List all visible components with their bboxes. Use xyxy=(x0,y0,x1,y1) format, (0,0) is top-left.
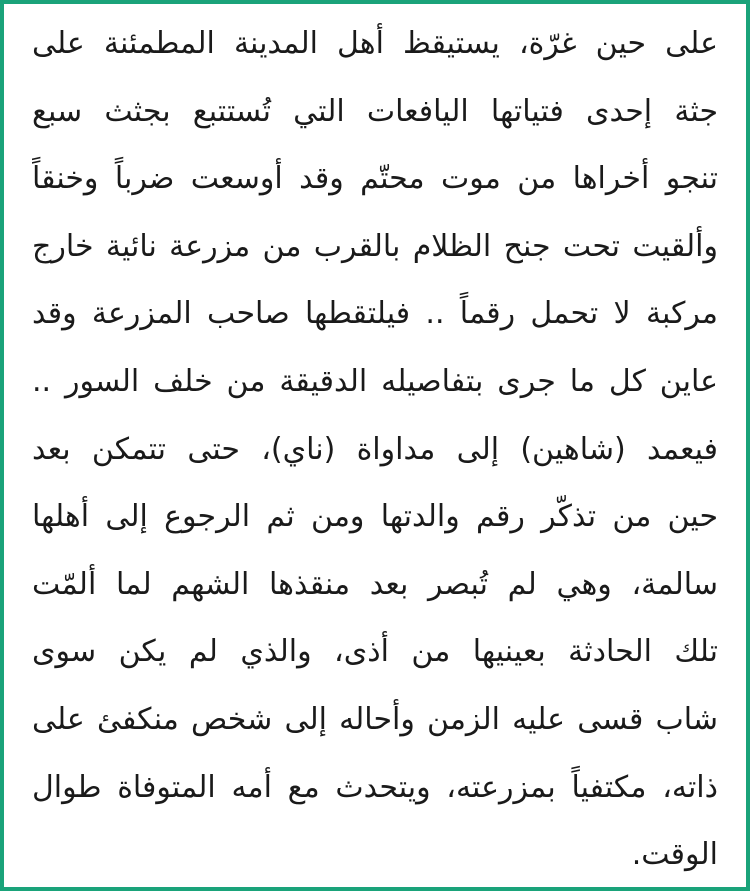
text-line-5: مركبة لا تحمل رقماً .. فيلتقطها صاحب المزرعة وقد xyxy=(32,296,718,332)
text-line-3: تنجو أخراها من موت محتّم وقد أوسعت ضرباً وخنقاً xyxy=(32,161,718,197)
text-line-12: ذاته، مكتفياً بمزرعته، ويتحدث مع أمه المتوفاة طوال xyxy=(32,769,718,805)
text-line-2: جثة إحدى فتياتها اليافعات التي تُستتبع بجثث سبع xyxy=(32,93,718,129)
article-text xyxy=(32,10,718,889)
text-line-7: فيعمد (شاهين) إلى مداواة (ناي)، حتى تتمكن بعد xyxy=(32,431,718,467)
text-line-1: على حين غرّة، يستيقظ أهل المدينة المطمئنة على xyxy=(32,26,718,61)
text-line-11: شاب قسى عليه الزمن وأحاله إلى شخص منكفئ على xyxy=(32,701,718,737)
text-line-10: تلك الحادثة بعينيها من أذى، والذي لم يكن سوى xyxy=(32,634,718,670)
text-line-8: حين من تذكّر رقم والدتها ومن ثم الرجوع إلى أهلها xyxy=(32,499,718,535)
text-line-6: عاين كل ما جرى بتفاصيله الدقيقة من خلف السور .. xyxy=(32,363,718,399)
text-line-4: وألقيت تحت جنح الظلام بالقرب من مزرعة نائية خارج xyxy=(32,228,718,264)
text-line-13: الوقت. xyxy=(631,837,718,873)
text-line-9: سالمة، وهي لم تُبصر بعد منقذها الشهم لما ألمّت xyxy=(32,566,718,602)
